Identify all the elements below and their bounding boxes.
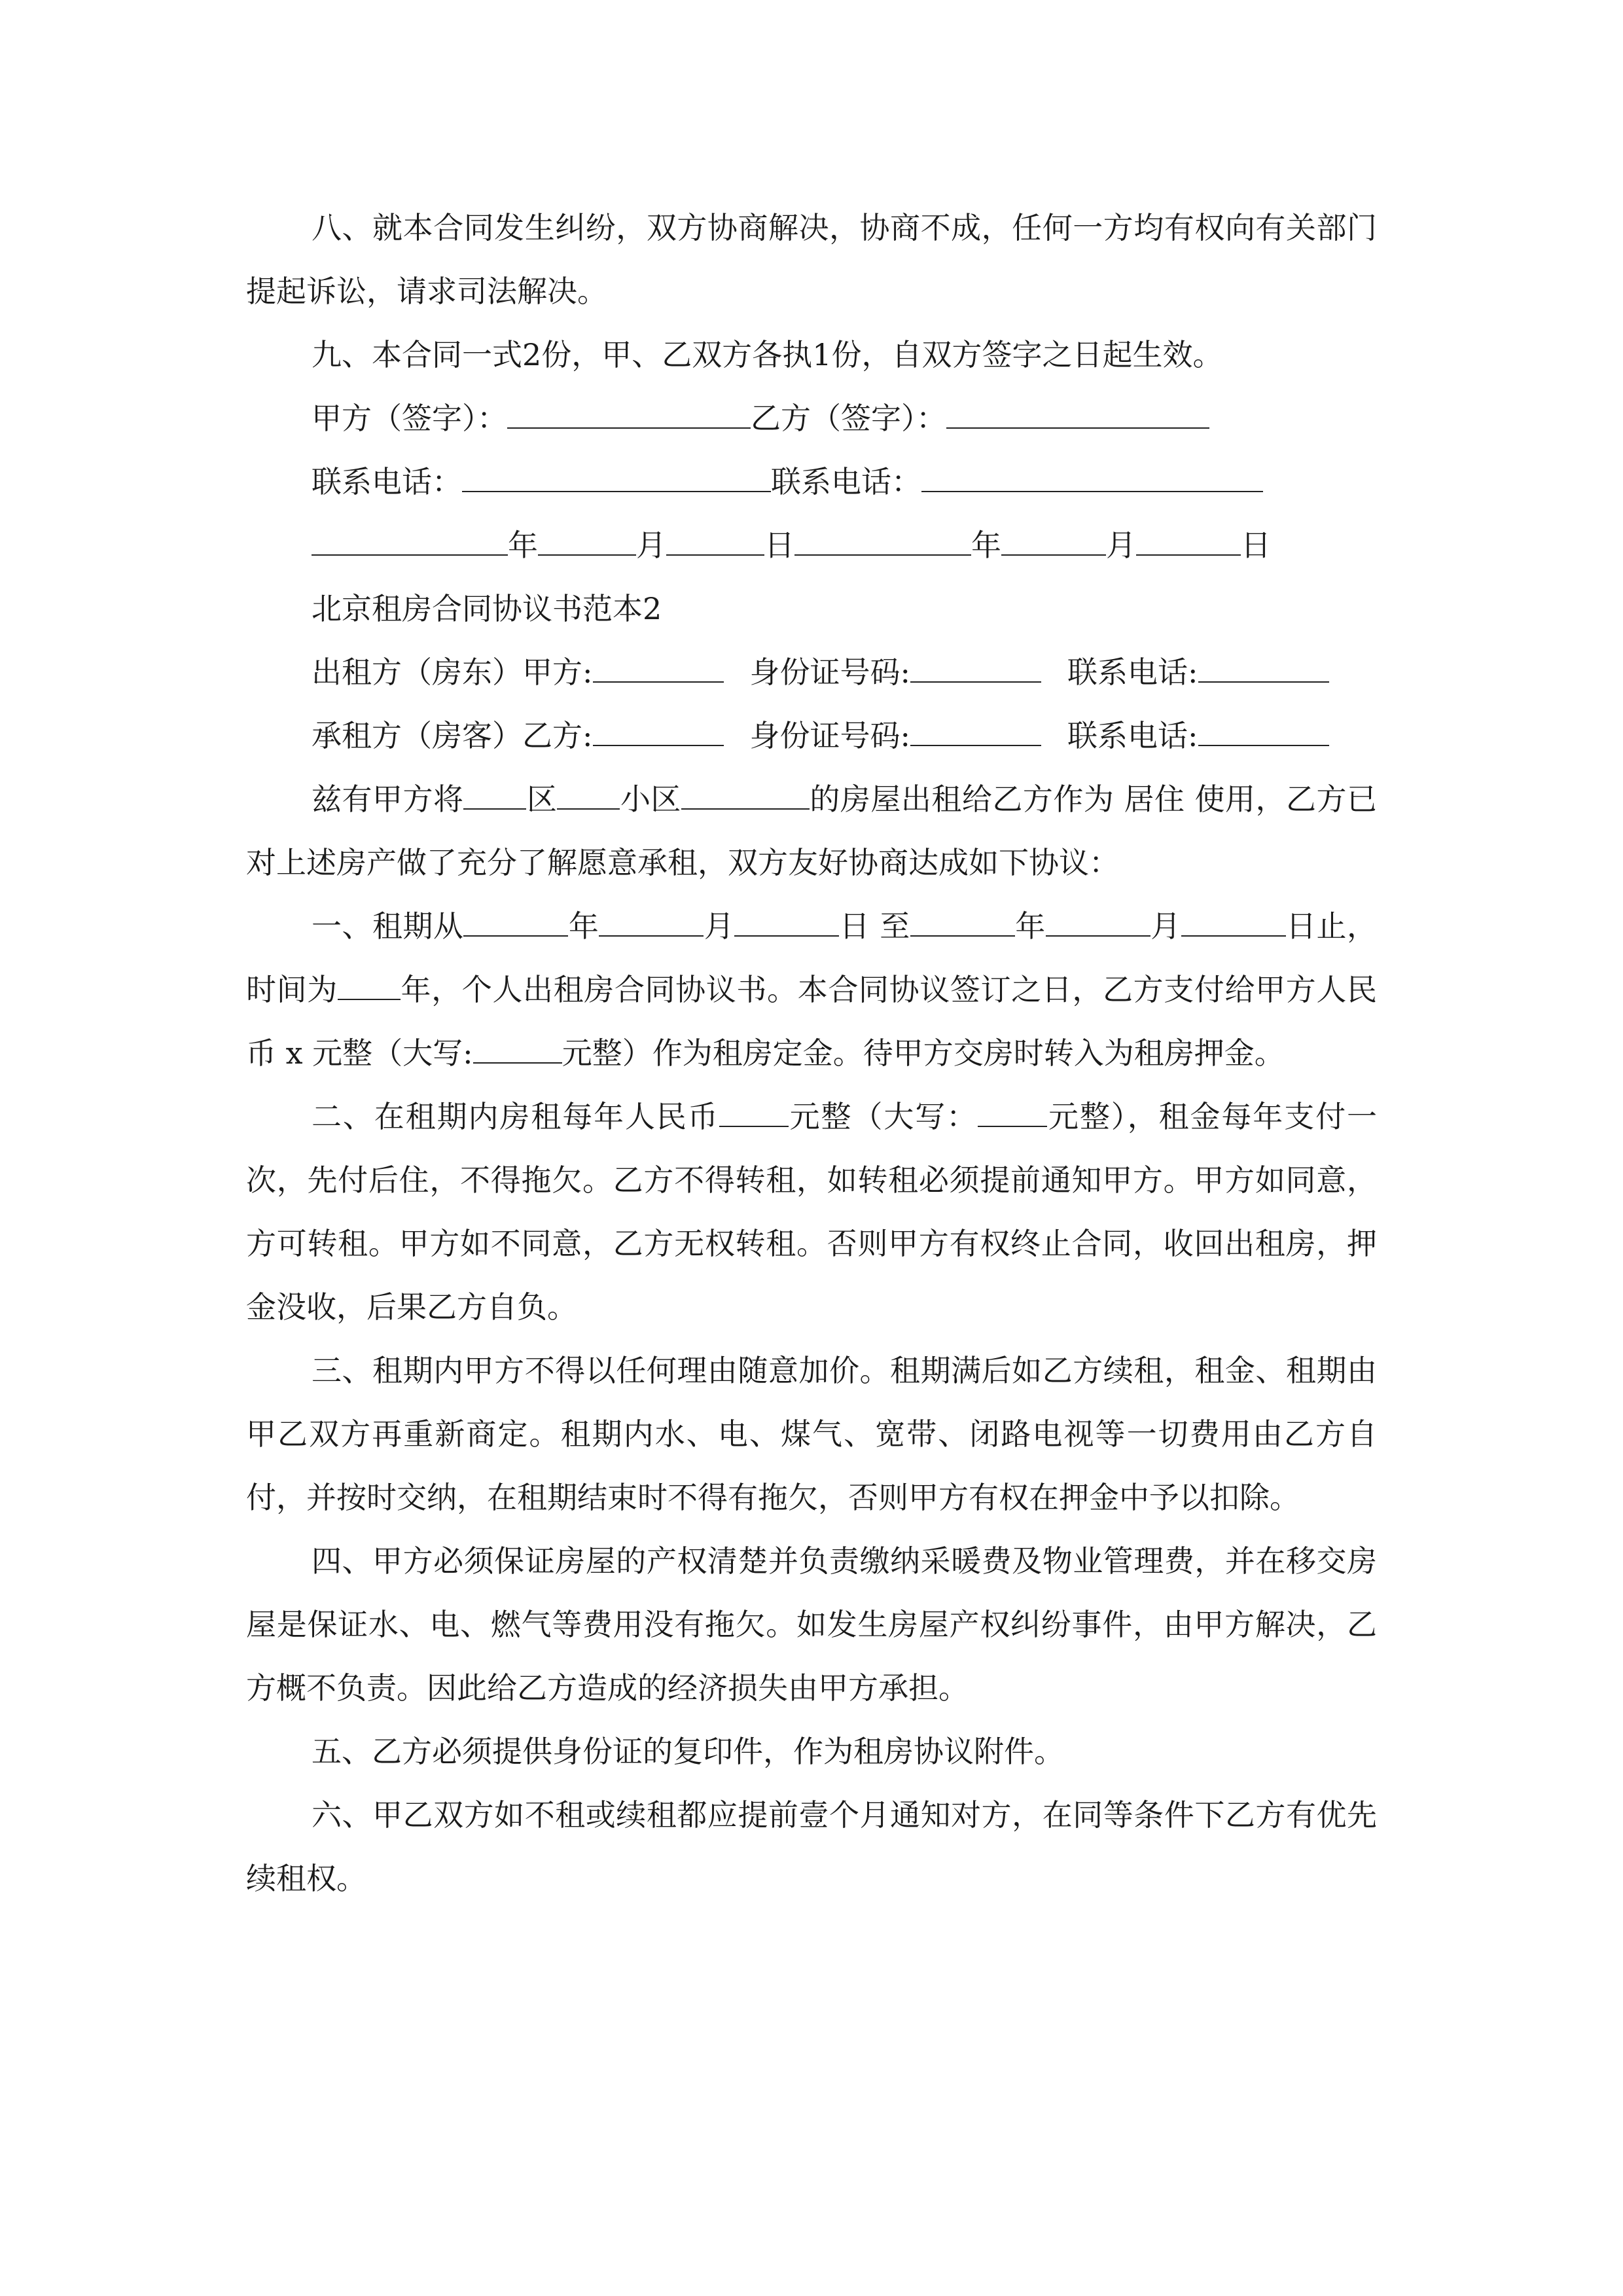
date-b-year: 年 <box>971 528 1001 563</box>
party-b-sign-blank <box>946 401 1209 429</box>
lessor-id-blank <box>910 655 1041 683</box>
date-b-month: 月 <box>1106 528 1136 563</box>
date-b-month-blank <box>1001 528 1106 556</box>
date-b-year-blank <box>794 528 971 556</box>
party-b-phone-label: 联系电话： <box>771 464 921 499</box>
lessee-row <box>246 704 1377 768</box>
date-a-day-blank <box>666 528 764 556</box>
date-a-year: 年 <box>508 528 538 563</box>
lessor-phone-blank <box>1198 655 1329 683</box>
lessee-phone-blank <box>1198 718 1329 746</box>
clause-5: 五、乙方必须提供身份证的复印件，作为租房协议附件。 <box>312 1734 1064 1769</box>
date-a-day: 日 <box>764 528 794 563</box>
date-b-day: 日 <box>1241 528 1271 563</box>
clause-3: 三、租期内甲方不得以任何理由随意加价。租期满后如乙方续租，租金、租期由甲乙双方再重新商定。租期内水、电、煤气、宽带、闭路电视等一切费用由乙方自付，并按时交纳，在租期结束时不得有拖欠，否则甲方有权在押金中予以扣除。 <box>246 1353 1377 1515</box>
lessor-name-blank <box>593 655 724 683</box>
party-b-sign-label: 乙方（签字）： <box>751 401 946 436</box>
phone-row <box>246 450 1377 514</box>
clause-4: 四、甲方必须保证房屋的产权清楚并负责缴纳采暖费及物业管理费，并在移交房屋是保证水、电、燃气等费用没有拖欠。如发生房屋产权纠纷事件，由甲方解决，乙方概不负责。因此给乙方造成的经济损失由甲方承担。 <box>246 1543 1377 1706</box>
document-body <box>246 196 1377 1910</box>
lessee-phone-label: 联系电话: <box>1067 718 1198 753</box>
template-title: 北京租房合同协议书范本2 <box>312 591 662 626</box>
party-b-phone-blank <box>921 464 1263 492</box>
party-a-phone-label: 联系电话： <box>312 464 462 499</box>
date-a-month-blank <box>538 528 636 556</box>
signature-row <box>246 387 1377 450</box>
date-a-month: 月 <box>636 528 666 563</box>
party-a-sign-blank <box>507 401 751 429</box>
lessor-id-label: 身份证号码: <box>749 655 910 690</box>
date-a-year-blank <box>312 528 508 556</box>
lessor-label: 出租方（房东）甲方: <box>312 655 593 690</box>
lessee-id-blank <box>910 718 1041 746</box>
date-b-day-blank <box>1136 528 1241 556</box>
intro-paragraph: 兹有甲方将 区 小区 的房屋出租给乙方作为 居住 使用，乙方已对上述房产做了充分了解愿意承租，双方友好协商达成如下协议： <box>246 768 1377 895</box>
clause-9: 九、本合同一式2份，甲、乙双方各执1份，自双方签字之日起生效。 <box>312 337 1223 372</box>
lessee-label: 承租方（房客）乙方: <box>312 718 593 753</box>
lessor-phone-label: 联系电话: <box>1067 655 1198 690</box>
clause-8: 八、就本合同发生纠纷，双方协商解决，协商不成，任何一方均有权向有关部门提起诉讼，请求司法解决。 <box>246 210 1377 309</box>
clause-2: 二、在租期内房租每年人民币 元整（大写： 元整），租金每年支付一次，先付后住，不得拖欠。乙方不得转租，如转租必须提前通知甲方。甲方如同意，方可转租。甲方如不同意，乙方无权转租。否则甲方有权终止合同，收回出租房，押金没收，后果乙方自负。 <box>246 1085 1377 1339</box>
lessee-id-label: 身份证号码: <box>749 718 910 753</box>
lessor-row <box>246 641 1377 704</box>
lessee-name-blank <box>593 718 724 746</box>
clause-1: 一、租期从 年 月 日 至 年 月 日止，时间为 年，个人出租房合同协议书。本合同协议签订之日，乙方支付给甲方人民币 x 元整（大写: 元整）作为租房定金。待甲方交房时转入为租房押金。 <box>246 895 1377 1085</box>
party-a-sign-label: 甲方（签字）： <box>312 401 507 436</box>
date-row <box>246 514 1377 577</box>
party-a-phone-blank <box>462 464 771 492</box>
clause-6: 六、甲乙双方如不租或续租都应提前壹个月通知对方，在同等条件下乙方有优先续租权。 <box>246 1797 1377 1896</box>
